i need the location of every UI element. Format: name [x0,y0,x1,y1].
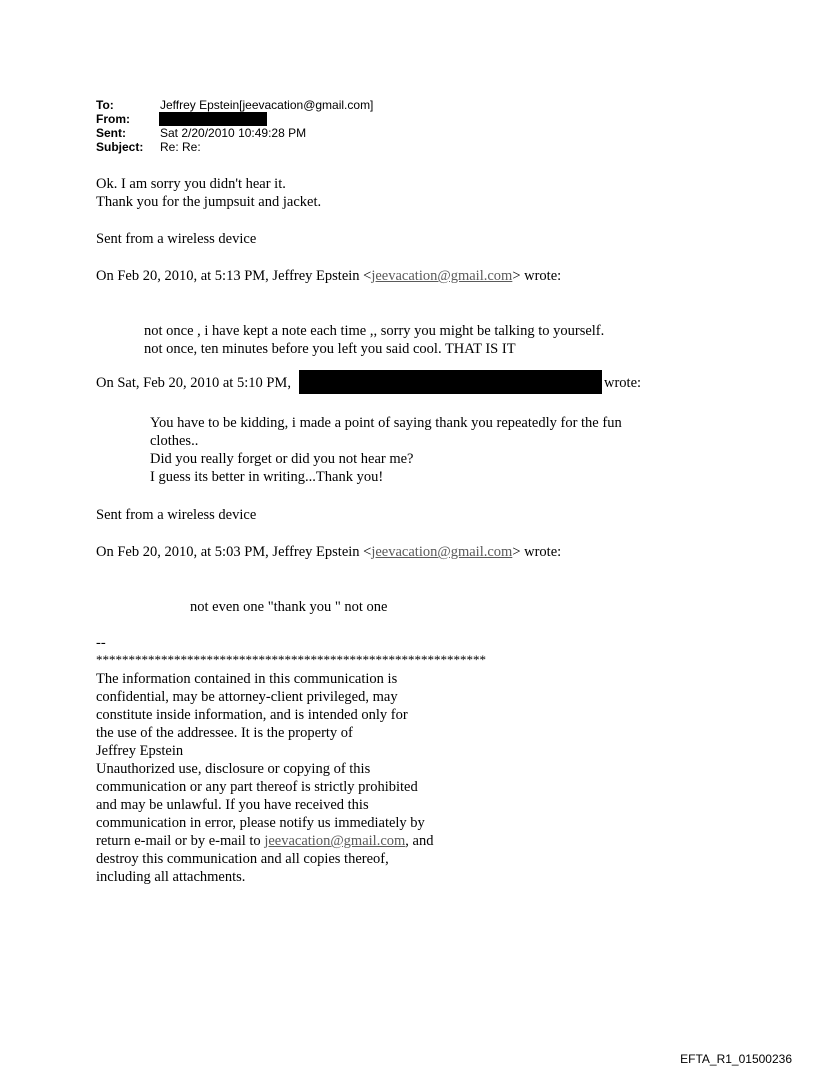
from-label: From: [96,112,130,126]
to-value: Jeffrey Epstein[jeevacation@gmail.com] [160,98,374,112]
disclaimer-email-link[interactable]: jeevacation@gmail.com [264,833,406,849]
reply-2-line-1: You have to be kidding, i made a point of saying thank you repeatedly for the fun [150,415,622,431]
disclaimer-line-2: confidential, may be attorney-client privileged, may [96,689,398,705]
sent-value: Sat 2/20/2010 10:49:28 PM [160,126,307,140]
disclaimer-dashes: -- [96,635,106,651]
quote-3-email-link[interactable]: jeevacation@gmail.com [371,544,513,560]
disclaimer-line-4: the use of the addressee. It is the property of [96,725,353,741]
redaction-from [159,112,267,126]
reply-2-line-3: Did you really forget or did you not hear me? [150,451,414,467]
quote-3-suffix: > wrote: [512,544,562,560]
quote-header-2-prefix: On Sat, Feb 20, 2010 at 5:10 PM, [96,375,291,391]
document-id: EFTA_R1_01500236 [680,1052,792,1066]
reply-3-line-1: not even one "thank you " not one [190,599,388,615]
subject-value: Re: Re: [160,140,201,154]
disclaimer-line-11: including all attachments. [96,869,246,885]
reply-1-line-1: not once , i have kept a note each time ,, sorry you might be talking to yourself. [144,323,605,339]
quote-3-prefix: On Feb 20, 2010, at 5:03 PM, Jeffrey Epstein < [96,544,372,560]
subject-label: Subject: [96,140,144,154]
disclaimer-line-6: Unauthorized use, disclosure or copying of this [96,761,371,777]
disclaimer-line-9: communication in error, please notify us immediately by [96,815,425,831]
quote-header-1 [96,267,561,285]
disclaimer-line-10: destroy this communication and all copies thereof, [96,851,389,867]
quote-1-prefix: On Feb 20, 2010, at 5:13 PM, Jeffrey Epstein < [96,268,372,284]
disclaimer-line-1: The information contained in this communication is [96,671,398,687]
body-line-1: Ok. I am sorry you didn't hear it. [96,176,286,192]
sent-label: Sent: [96,126,126,140]
quote-1-email-link[interactable]: jeevacation@gmail.com [371,268,513,284]
reply-2-line-4: I guess its better in writing...Thank you! [150,469,384,485]
to-label: To: [96,98,114,112]
quote-1-suffix: > wrote: [512,268,562,284]
redaction-sender [299,370,602,394]
disclaimer-line-8: and may be unlawful. If you have received this [96,797,369,813]
reply-2-line-2: clothes.. [150,433,199,449]
quote-header-2-suffix: wrote: [604,375,642,391]
reply-1-line-2: not once, ten minutes before you left you said cool. THAT IS IT [144,341,516,357]
disclaimer-email-suffix: , and [405,833,434,849]
disclaimer-line-5: Jeffrey Epstein [96,743,184,759]
disclaimer-line-7: communication or any part thereof is strictly prohibited [96,779,418,795]
disclaimer-stars: ************************************************************ [96,652,486,667]
signature-1: Sent from a wireless device [96,231,257,247]
disclaimer-line-3: constitute inside information, and is intended only for [96,707,408,723]
signature-2: Sent from a wireless device [96,507,257,523]
disclaimer-email-line [96,832,433,850]
disclaimer-email-prefix: return e-mail or by e-mail to [96,833,265,849]
body-line-2: Thank you for the jumpsuit and jacket. [96,194,322,210]
quote-header-3 [96,543,561,561]
